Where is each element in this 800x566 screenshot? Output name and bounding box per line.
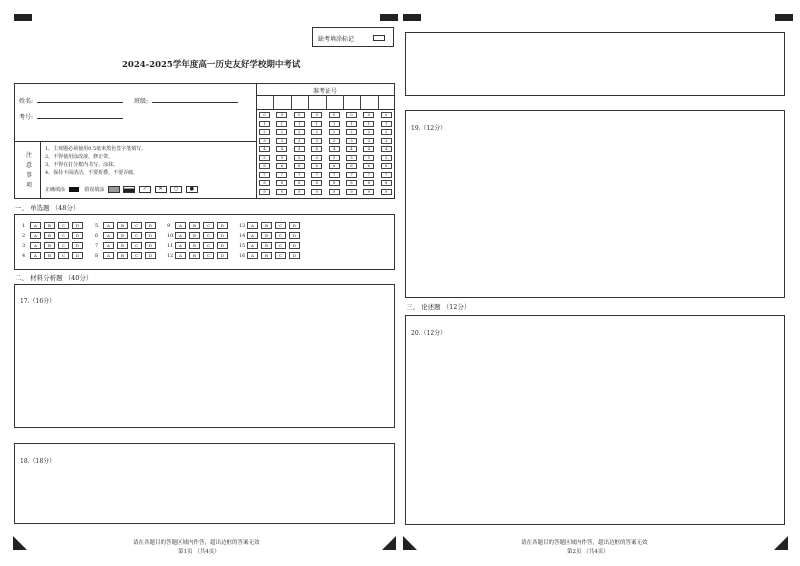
question-number: 4 bbox=[22, 253, 26, 259]
corner-triangle-bottom-left bbox=[13, 536, 27, 550]
option-bubble-b[interactable]: B bbox=[117, 222, 128, 229]
ticket-digit-bubble[interactable]: 1 bbox=[294, 121, 305, 127]
page-number-right: 第2页 （共4页） bbox=[567, 549, 609, 555]
ticket-write-row-divider bbox=[256, 109, 395, 110]
option-bubble-d[interactable]: D bbox=[145, 232, 156, 239]
option-bubble-a[interactable]: A bbox=[30, 232, 41, 239]
option-bubble-a[interactable]: A bbox=[103, 242, 114, 249]
option-bubble-d[interactable]: D bbox=[72, 222, 83, 229]
question-row bbox=[95, 242, 159, 249]
ticket-digit-bubble[interactable]: 8 bbox=[363, 180, 374, 186]
q18-continuation-box[interactable] bbox=[405, 32, 785, 96]
question-row bbox=[95, 222, 159, 229]
ticket-write-cell-divider bbox=[360, 95, 361, 109]
option-bubble-b[interactable]: B bbox=[117, 242, 128, 249]
notes-label-char: 事 bbox=[25, 172, 32, 179]
ticket-digit-bubble[interactable]: 7 bbox=[346, 172, 357, 178]
ticket-digit-bubble[interactable]: 8 bbox=[311, 180, 322, 186]
question-number: 10 bbox=[167, 233, 174, 239]
ticket-digit-bubble[interactable]: 6 bbox=[346, 163, 357, 169]
option-bubble-d[interactable]: D bbox=[217, 252, 228, 259]
alignment-mark-top-center-left bbox=[380, 14, 398, 21]
ticket-digit-bubble[interactable]: 9 bbox=[329, 189, 340, 195]
fill-wrong-sample-circle: ○ bbox=[170, 186, 182, 193]
question-row bbox=[22, 222, 86, 229]
question-row bbox=[22, 232, 86, 239]
option-bubble-a[interactable]: A bbox=[247, 252, 258, 259]
ticket-digit-bubble[interactable]: 4 bbox=[276, 146, 287, 152]
ticket-digit-bubble[interactable]: 0 bbox=[346, 112, 357, 118]
ticket-digit-bubble[interactable]: 5 bbox=[363, 155, 374, 161]
note-item: 4、保持卡面清洁，不要折叠，不要弄破。 bbox=[45, 170, 139, 176]
ticket-digit-bubble[interactable]: 4 bbox=[294, 146, 305, 152]
section-2-title: 二、 材料分析题 （40分） bbox=[15, 274, 93, 282]
option-bubble-b[interactable]: B bbox=[261, 222, 272, 229]
fill-correct-sample bbox=[69, 187, 79, 192]
option-bubble-d[interactable]: D bbox=[289, 222, 300, 229]
option-bubble-b[interactable]: B bbox=[261, 252, 272, 259]
ticket-digit-bubble[interactable]: 1 bbox=[311, 121, 322, 127]
name-label: 姓名: bbox=[19, 98, 34, 105]
ticket-digit-bubble[interactable]: 5 bbox=[329, 155, 340, 161]
question-number: 16 bbox=[239, 253, 246, 259]
q18-label: 18.（18分） bbox=[20, 458, 56, 465]
notes-label-divider bbox=[40, 141, 41, 199]
ticket-digit-bubble[interactable]: 9 bbox=[294, 189, 305, 195]
ticket-digit-bubble[interactable]: 3 bbox=[276, 138, 287, 144]
question-number: 8 bbox=[95, 253, 99, 259]
ticket-digit-bubble[interactable]: 6 bbox=[259, 163, 270, 169]
option-bubble-b[interactable]: B bbox=[117, 252, 128, 259]
ticket-digit-bubble[interactable]: 3 bbox=[311, 138, 322, 144]
ticket-digit-bubble[interactable]: 5 bbox=[259, 155, 270, 161]
fill-examples bbox=[45, 186, 198, 193]
question-row bbox=[22, 252, 86, 259]
option-bubble-a[interactable]: A bbox=[247, 232, 258, 239]
alignment-mark-top-left bbox=[14, 14, 32, 21]
option-bubble-c[interactable]: C bbox=[131, 252, 142, 259]
ticket-digit-bubble[interactable]: 1 bbox=[259, 121, 270, 127]
ticket-digit-bubble[interactable]: 3 bbox=[329, 138, 340, 144]
ticket-digit-bubble[interactable]: 7 bbox=[259, 172, 270, 178]
option-bubble-c[interactable]: C bbox=[203, 232, 214, 239]
question-row bbox=[95, 252, 159, 259]
fill-wrong-sample-cross: ✕ bbox=[155, 186, 167, 193]
option-bubble-c[interactable]: C bbox=[58, 252, 69, 259]
ticket-digit-bubble[interactable]: 7 bbox=[363, 172, 374, 178]
fill-wrong-label: 错误填涂 bbox=[84, 187, 105, 193]
option-bubble-b[interactable]: B bbox=[44, 222, 55, 229]
question-row bbox=[167, 222, 231, 229]
question-row bbox=[22, 242, 86, 249]
option-bubble-a[interactable]: A bbox=[30, 222, 41, 229]
ticket-digit-bubble[interactable]: 2 bbox=[381, 129, 392, 135]
ticket-digit-bubble[interactable]: 7 bbox=[276, 172, 287, 178]
info-divider-v bbox=[256, 83, 257, 199]
q19-label: 19.（12分） bbox=[411, 125, 447, 132]
q17-answer-box[interactable] bbox=[14, 284, 395, 428]
option-bubble-b[interactable]: B bbox=[44, 252, 55, 259]
page-number-left: 第1页 （共4页） bbox=[178, 549, 220, 555]
ticket-digit-bubble[interactable]: 8 bbox=[294, 180, 305, 186]
notes-list bbox=[45, 145, 146, 177]
exam-no-label: 考号: bbox=[19, 114, 34, 121]
question-row bbox=[239, 222, 303, 229]
option-bubble-d[interactable]: D bbox=[72, 252, 83, 259]
ticket-digit-bubble[interactable]: 3 bbox=[363, 138, 374, 144]
ticket-write-cell-divider bbox=[378, 95, 379, 109]
footer-note-left: 请在各题目的答题区域内作答，超出边框的答案无效 bbox=[133, 540, 260, 546]
question-row bbox=[95, 232, 159, 239]
notes-label bbox=[24, 151, 34, 191]
ticket-digit-bubble[interactable]: 7 bbox=[294, 172, 305, 178]
alignment-mark-top-center-right bbox=[403, 14, 421, 21]
ticket-digit-bubble[interactable]: 8 bbox=[276, 180, 287, 186]
q17-label: 17.（16分） bbox=[20, 298, 56, 305]
option-bubble-d[interactable]: D bbox=[145, 242, 156, 249]
q18-answer-box[interactable] bbox=[14, 443, 395, 524]
option-bubble-a[interactable]: A bbox=[175, 232, 186, 239]
option-bubble-d[interactable]: D bbox=[289, 252, 300, 259]
ticket-digit-bubble[interactable]: 9 bbox=[381, 189, 392, 195]
option-bubble-a[interactable]: A bbox=[103, 222, 114, 229]
ticket-digit-bubble[interactable]: 1 bbox=[363, 121, 374, 127]
note-item: 3、不得在打分框内书写、涂抹。 bbox=[45, 162, 119, 168]
option-bubble-b[interactable]: B bbox=[189, 242, 200, 249]
notes-label-char: 注 bbox=[25, 152, 32, 159]
ticket-digit-bubble[interactable]: 7 bbox=[381, 172, 392, 178]
ticket-digit-bubble[interactable]: 5 bbox=[311, 155, 322, 161]
ticket-digit-bubble[interactable]: 2 bbox=[329, 129, 340, 135]
exam-title: 2024-2025学年度高一历史友好学校期中考试 bbox=[122, 60, 301, 70]
question-row bbox=[239, 232, 303, 239]
option-bubble-b[interactable]: B bbox=[117, 232, 128, 239]
ticket-digit-bubble[interactable]: 2 bbox=[346, 129, 357, 135]
option-bubble-d[interactable]: D bbox=[145, 222, 156, 229]
option-bubble-c[interactable]: C bbox=[131, 232, 142, 239]
ticket-digit-bubble[interactable]: 1 bbox=[381, 121, 392, 127]
ticket-digit-bubble[interactable]: 6 bbox=[276, 163, 287, 169]
ticket-digit-bubble[interactable]: 9 bbox=[259, 189, 270, 195]
option-bubble-b[interactable]: B bbox=[189, 222, 200, 229]
ticket-digit-bubble[interactable]: 4 bbox=[346, 146, 357, 152]
ticket-digit-bubble[interactable]: 3 bbox=[259, 138, 270, 144]
option-bubble-b[interactable]: B bbox=[44, 232, 55, 239]
option-bubble-b[interactable]: B bbox=[261, 232, 272, 239]
fill-wrong-sample-partial bbox=[123, 186, 135, 193]
corner-triangle-bottom-right bbox=[774, 536, 788, 550]
ticket-digit-bubble[interactable]: 9 bbox=[311, 189, 322, 195]
ticket-digit-bubble[interactable]: 1 bbox=[346, 121, 357, 127]
option-bubble-d[interactable]: D bbox=[72, 242, 83, 249]
option-bubble-c[interactable]: C bbox=[203, 252, 214, 259]
ticket-digit-bubble[interactable]: 8 bbox=[381, 180, 392, 186]
ticket-write-cell-divider bbox=[326, 95, 327, 109]
question-number: 14 bbox=[239, 233, 246, 239]
option-bubble-c[interactable]: C bbox=[275, 232, 286, 239]
absent-mark-label: 缺考填涂标记 bbox=[318, 36, 355, 43]
ticket-digit-bubble[interactable]: 4 bbox=[381, 146, 392, 152]
option-bubble-b[interactable]: B bbox=[189, 252, 200, 259]
fill-correct-label: 正确填涂 bbox=[45, 187, 66, 193]
notes-label-char: 项 bbox=[25, 182, 32, 189]
question-number: 13 bbox=[239, 223, 246, 229]
ticket-digit-bubble[interactable]: 6 bbox=[381, 163, 392, 169]
ticket-digit-bubble[interactable]: 9 bbox=[346, 189, 357, 195]
ticket-digit-bubble[interactable]: 6 bbox=[311, 163, 322, 169]
ticket-digit-bubble[interactable]: 8 bbox=[329, 180, 340, 186]
question-row bbox=[239, 242, 303, 249]
ticket-digit-bubble[interactable]: 4 bbox=[329, 146, 340, 152]
ticket-digit-bubble[interactable]: 0 bbox=[276, 112, 287, 118]
question-number: 15 bbox=[239, 243, 246, 249]
question-number: 6 bbox=[95, 233, 99, 239]
option-bubble-c[interactable]: C bbox=[275, 252, 286, 259]
option-bubble-a[interactable]: A bbox=[175, 242, 186, 249]
option-bubble-c[interactable]: C bbox=[131, 242, 142, 249]
ticket-digit-bubble[interactable]: 6 bbox=[329, 163, 340, 169]
option-bubble-b[interactable]: B bbox=[261, 242, 272, 249]
ticket-digit-bubble[interactable]: 5 bbox=[381, 155, 392, 161]
alignment-mark-top-right bbox=[775, 14, 793, 21]
question-number: 12 bbox=[167, 253, 174, 259]
footer-note-right: 请在各题目的答题区域内作答，超出边框的答案无效 bbox=[521, 540, 648, 546]
option-bubble-c[interactable]: C bbox=[131, 222, 142, 229]
ticket-number-label: 准考证号 bbox=[313, 88, 338, 95]
ticket-digit-bubble[interactable]: 0 bbox=[259, 112, 270, 118]
option-bubble-d[interactable]: D bbox=[217, 242, 228, 249]
question-number: 5 bbox=[95, 223, 99, 229]
ticket-digit-bubble[interactable]: 0 bbox=[381, 112, 392, 118]
option-bubble-c[interactable]: C bbox=[203, 242, 214, 249]
ticket-digit-bubble[interactable]: 2 bbox=[276, 129, 287, 135]
ticket-digit-bubble[interactable]: 4 bbox=[363, 146, 374, 152]
q19-answer-box[interactable] bbox=[405, 110, 785, 298]
ticket-digit-bubble[interactable]: 3 bbox=[381, 138, 392, 144]
corner-triangle-bottom-center-right bbox=[403, 536, 417, 550]
ticket-digit-bubble[interactable]: 0 bbox=[311, 112, 322, 118]
option-bubble-a[interactable]: A bbox=[247, 222, 258, 229]
option-bubble-d[interactable]: D bbox=[217, 222, 228, 229]
note-item: 1、主观题必须使用0.5毫米黑色签字笔填写。 bbox=[45, 146, 147, 152]
ticket-digit-bubble[interactable]: 2 bbox=[311, 129, 322, 135]
ticket-digit-bubble[interactable]: 0 bbox=[363, 112, 374, 118]
question-number: 11 bbox=[167, 243, 174, 249]
ticket-digit-bubble[interactable]: 8 bbox=[259, 180, 270, 186]
note-item: 2、不得使用涂改液、修正带。 bbox=[45, 154, 114, 160]
question-row bbox=[167, 242, 231, 249]
q20-answer-box[interactable] bbox=[405, 315, 785, 525]
ticket-write-cell-divider bbox=[273, 95, 274, 109]
absent-mark-checkbox[interactable] bbox=[373, 35, 385, 41]
question-row bbox=[167, 252, 231, 259]
name-input-line[interactable] bbox=[37, 102, 123, 103]
exam-no-input-line[interactable] bbox=[37, 118, 123, 119]
ticket-digit-bubble[interactable]: 6 bbox=[363, 163, 374, 169]
ticket-digit-bubble[interactable]: 0 bbox=[294, 112, 305, 118]
info-divider-h bbox=[14, 141, 256, 142]
ticket-digit-bubble[interactable]: 0 bbox=[329, 112, 340, 118]
class-input-line[interactable] bbox=[152, 102, 238, 103]
ticket-write-cell-divider bbox=[291, 95, 292, 109]
class-label: 班级: bbox=[134, 98, 149, 105]
fill-wrong-sample-gray bbox=[108, 186, 120, 193]
option-bubble-d[interactable]: D bbox=[289, 242, 300, 249]
option-bubble-b[interactable]: B bbox=[44, 242, 55, 249]
option-bubble-d[interactable]: D bbox=[217, 232, 228, 239]
question-number: 1 bbox=[22, 223, 26, 229]
section-3-title: 三、 论述题 （12分） bbox=[406, 303, 471, 311]
ticket-write-cell-divider bbox=[343, 95, 344, 109]
ticket-digit-bubble[interactable]: 4 bbox=[311, 146, 322, 152]
ticket-digit-bubble[interactable]: 7 bbox=[311, 172, 322, 178]
ticket-digit-bubble[interactable]: 2 bbox=[363, 129, 374, 135]
option-bubble-c[interactable]: C bbox=[58, 232, 69, 239]
ticket-digit-bubble[interactable]: 5 bbox=[276, 155, 287, 161]
question-number: 3 bbox=[22, 243, 26, 249]
notes-label-char: 意 bbox=[25, 162, 32, 169]
option-bubble-a[interactable]: A bbox=[30, 242, 41, 249]
option-bubble-c[interactable]: C bbox=[203, 222, 214, 229]
ticket-digit-bubble[interactable]: 3 bbox=[346, 138, 357, 144]
ticket-digit-bubble[interactable]: 5 bbox=[294, 155, 305, 161]
option-bubble-d[interactable]: D bbox=[145, 252, 156, 259]
ticket-digit-bubble[interactable]: 2 bbox=[294, 129, 305, 135]
fill-wrong-sample-check: ✓ bbox=[139, 186, 151, 193]
ticket-digit-bubble[interactable]: 1 bbox=[329, 121, 340, 127]
ticket-digit-bubble[interactable]: 9 bbox=[276, 189, 287, 195]
absent-mark-box bbox=[312, 27, 394, 47]
option-bubble-d[interactable]: D bbox=[289, 232, 300, 239]
question-number: 2 bbox=[22, 233, 26, 239]
ticket-digit-bubble[interactable]: 4 bbox=[259, 146, 270, 152]
fill-wrong-sample-dot: ● bbox=[186, 186, 198, 193]
option-bubble-c[interactable]: C bbox=[58, 222, 69, 229]
ticket-digit-bubble[interactable]: 1 bbox=[276, 121, 287, 127]
ticket-digit-bubble[interactable]: 3 bbox=[294, 138, 305, 144]
question-row bbox=[239, 252, 303, 259]
option-bubble-a[interactable]: A bbox=[103, 232, 114, 239]
question-number: 7 bbox=[95, 243, 99, 249]
option-bubble-a[interactable]: A bbox=[30, 252, 41, 259]
corner-triangle-bottom-center-left bbox=[382, 536, 396, 550]
option-bubble-c[interactable]: C bbox=[275, 242, 286, 249]
ticket-digit-bubble[interactable]: 8 bbox=[346, 180, 357, 186]
q20-label: 20.（12分） bbox=[411, 330, 447, 337]
option-bubble-a[interactable]: A bbox=[103, 252, 114, 259]
option-bubble-a[interactable]: A bbox=[247, 242, 258, 249]
option-bubble-d[interactable]: D bbox=[72, 232, 83, 239]
question-number: 9 bbox=[167, 223, 171, 229]
option-bubble-a[interactable]: A bbox=[175, 222, 186, 229]
ticket-digit-bubble[interactable]: 6 bbox=[294, 163, 305, 169]
option-bubble-c[interactable]: C bbox=[275, 222, 286, 229]
ticket-write-cell-divider bbox=[308, 95, 309, 109]
question-row bbox=[167, 232, 231, 239]
option-bubble-b[interactable]: B bbox=[189, 232, 200, 239]
section-1-title: 一、 单选题 （48分） bbox=[15, 204, 80, 212]
ticket-digit-bubble[interactable]: 7 bbox=[329, 172, 340, 178]
ticket-digit-bubble[interactable]: 5 bbox=[346, 155, 357, 161]
option-bubble-c[interactable]: C bbox=[58, 242, 69, 249]
option-bubble-a[interactable]: A bbox=[175, 252, 186, 259]
ticket-digit-bubble[interactable]: 9 bbox=[363, 189, 374, 195]
ticket-digit-bubble[interactable]: 2 bbox=[259, 129, 270, 135]
